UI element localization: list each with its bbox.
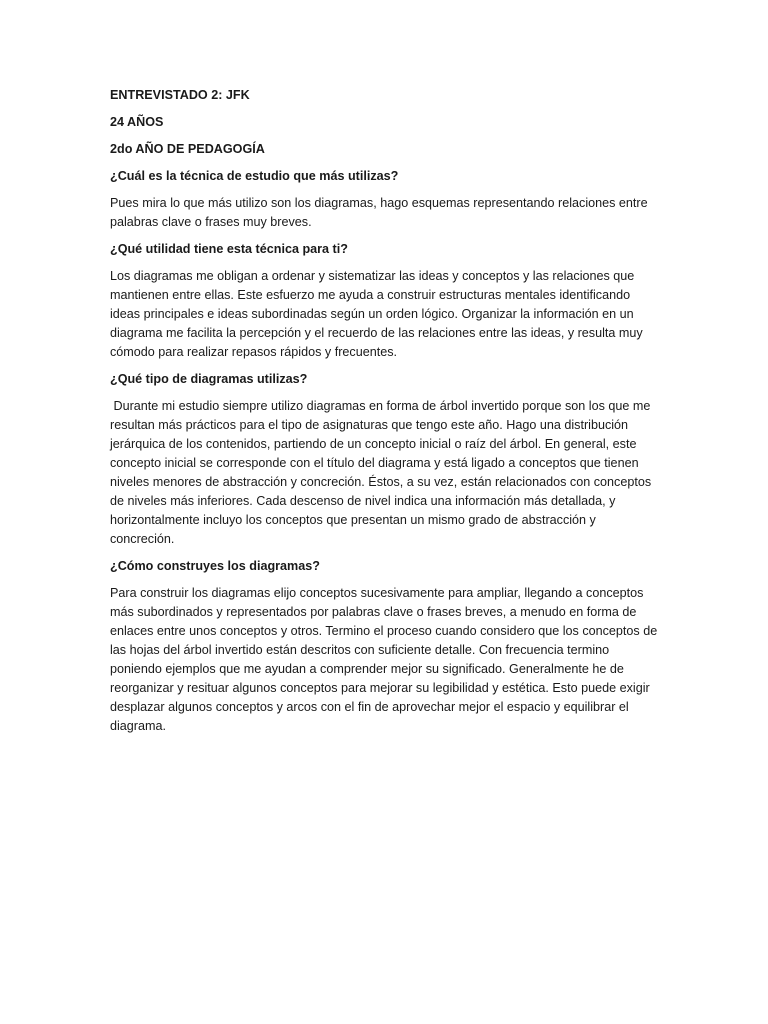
age-heading: 24 AÑOS [110, 115, 164, 129]
question-4: ¿Cómo construyes los diagramas? [110, 559, 320, 573]
answer-1: Pues mira lo que más utilizo son los diagramas, hago esquemas representando relaciones entre palabras clave o frases muy breves. [110, 196, 648, 229]
question-2: ¿Qué utilidad tiene esta técnica para ti? [110, 242, 348, 256]
answer-2: Los diagramas me obligan a ordenar y sistematizar las ideas y conceptos y las relaciones que mantienen entre ellas. Este esfuerzo me ayuda a construir estructuras mentales identificando ideas principales e ideas subordinadas según un orden lógico. Organizar la información en un diagrama me facilita la percepción y el recuerdo de las relaciones entre las ideas, y resulta muy cómodo para realizar repasos rápidos y frecuentes. [110, 269, 643, 359]
answer-3: Durante mi estudio siempre utilizo diagramas en forma de árbol invertido porque son los que me resultan más prácticos para el tipo de asignaturas que tengo este año. Hago una distribución jerárquica de los contenidos, partiendo de un concepto inicial o raíz del árbol. En general, este concepto inicial se corresponde con el título del diagrama y está ligado a conceptos que tienen niveles menores de abstracción y concreción. Éstos, a su vez, están relacionados con conceptos de niveles más inferiores. Cada descenso de nivel indica una información más detallada, y horizontalmente incluyo los conceptos que presentan un mismo grado de abstracción y concreción. [110, 399, 655, 546]
answer-4: Para construir los diagramas elijo conceptos sucesivamente para ampliar, llegando a conceptos más subordinados y representados por palabras clave o frases breves, a menudo en forma de enlaces entre unos conceptos y otros. Termino el proceso cuando considero que los conceptos de las hojas del árbol invertido están descritos con suficiente detalle. Con frecuencia termino poniendo ejemplos que me ayudan a comprender mejor su significado. Generalmente he de reorganizar y resituar algunos conceptos para mejorar su legibilidad y estética. Esto puede exigir desplazar algunos conceptos y arcos con el fin de aprovechar mejor el espacio y equilibrar el diagrama. [110, 586, 658, 733]
program-heading: 2do AÑO DE PEDAGOGÍA [110, 142, 265, 156]
question-1: ¿Cuál es la técnica de estudio que más utilizas? [110, 169, 399, 183]
interviewee-heading: ENTREVISTADO 2: JFK [110, 88, 250, 102]
document-page [110, 86, 658, 744]
question-3: ¿Qué tipo de diagramas utilizas? [110, 372, 308, 386]
